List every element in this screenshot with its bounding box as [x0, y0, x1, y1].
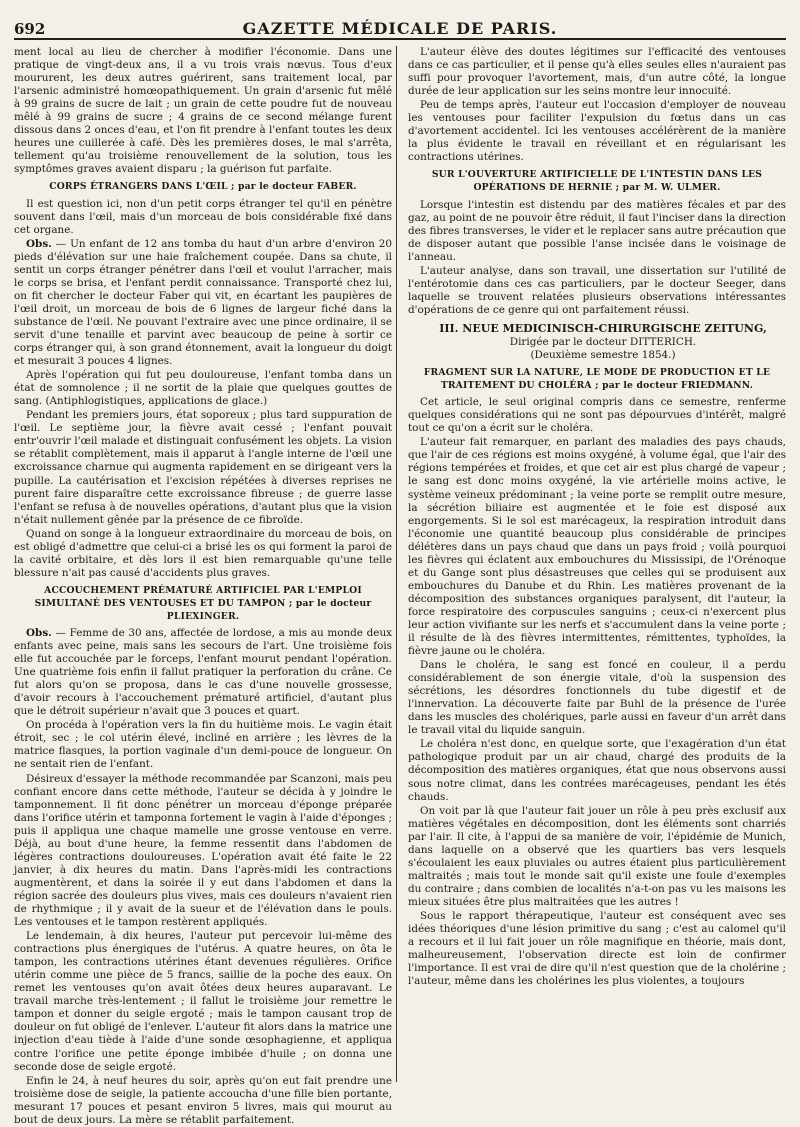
body-paragraph: On procéda à l'opération vers la fin du huitième mois. Le vagin était étroit, sec ; le col utérin élevé, incliné en arrière ; les lèvres de la matrice flasques, la portion vaginale d'un demi-pouce de longueur. On ne sentait rien de l'enfant.	[14, 719, 392, 771]
body-paragraph: Après l'opération qui fut peu douloureuse, l'enfant tomba dans un état de somnolence ; il ne sortit de la plaie que quelques gouttes de sang. (Antiphlogistiques, applications de glace.)	[14, 369, 392, 408]
journal-semester: (Deuxième semestre 1854.)	[530, 349, 676, 362]
body-paragraph: L'auteur élève des doutes légitimes sur l'efficacité des ventouses dans ce cas particulier, et il pense qu'à elles seules elles n'auraient pas suffi pour provoquer l'avortement, mais, d'un autre côté, la longue durée de leur application sur les seins montre leur innocuité.	[408, 46, 786, 98]
body-paragraph: L'auteur analyse, dans son travail, une dissertation sur l'utilité de l'entérotomie dans ces cas particuliers, par le docteur Seeger, dans laquelle se trouvent relatées plusieurs observations intéressantes d'opérations de ce genre qui ont parfaitement réussi.	[408, 264, 786, 316]
observation-paragraph	[14, 627, 392, 718]
body-paragraph: Cet article, le seul original compris dans ce semestre, renferme quelques considérations qui ne sont pas dépourvues d'intérêt, malgré tout ce qu'on a écrit sur le choléra.	[408, 396, 786, 435]
page-number: 692	[14, 20, 46, 38]
observation-paragraph	[14, 238, 392, 368]
running-title: GAZETTE MÉDICALE DE PARIS.	[242, 19, 558, 38]
body-paragraph: Le lendemain, à dix heures, l'auteur put percevoir lui-même des contractions plus énergiques de l'utérus. A quatre heures, on ôta le tampon, les contractions utérines étant devenues régulières. Orifice utérin comme une pièce de 5 francs, saillie de la poche des eaux. On remet les ventouses qu'on avait ôtées deux heures auparavant. Le travail marche très-lentement ; il fallut le troisième jour remettre le tampon et donner du seigle ergoté ; mais le tampon causant trop de douleur on fut obligé de l'enlever. L'auteur fit alors dans la matrice une injection d'eau tiède à l'aide d'une sonde œsophagienne, et appliqua contre l'orifice une petite éponge imbibée d'huile ; on donna une seconde dose de seigle ergoté.	[14, 930, 392, 1073]
observation-text: — Femme de 30 ans, affectée de lordose, a mis au monde deux enfants avec peine, mais sans les secours de l'art. Une troisième fois elle fut accouchée par le forceps, l'enfant mourut pendant l'opération. Une quatrième fois enfin il fallut pratiquer la perforation du crâne. Ce fut alors qu'on se proposa, dans le cas d'une nouvelle grossesse, d'avoir recours à l'accouchement prématuré artificiel, d'autant plus que le détroit supérieur n'avait que 3 pouces et quart.	[14, 627, 392, 718]
right-column	[408, 46, 786, 1082]
journal-editor: Dirigée par le docteur DITTERICH.	[509, 335, 697, 348]
body-paragraph: L'auteur fait remarquer, en parlant des maladies des pays chauds, que l'air de ces régions est moins oxygéné, à volume égal, que l'air des régions tempérées et froides, et que cet air est plus chargé de vapeur ; le sang est donc moins oxygéné, la vie artérielle moins active, le système veineux prédominant ; la veine porte se remplit outre mesure, la sécrétion biliaire est augmentée et le foie est disposé aux engorgements. Si le sol est marécageux, la respiration introduit dans l'économie une quantité beaucoup plus considérable de principes délétères dans un pays chaud que dans un pays froid ; voilà pourquoi les fièvres qui éclatent aux embouchures du Mississipi, de l'Orénoque et du Gange sont plus désastreuses que celles qui se produisent aux embouchures du Danube et du Rhin. Les matières provenant de la décomposition des substances organiques paralysent, dit l'auteur, la force respiratoire des corpuscules sanguins ; ceux-ci n'exercent plus leur action vivifiante sur les nerfs et s'accumulent dans la veine porte ; il résulte de là des fièvres intermittentes, rémittentes, typhoïdes, la fièvre jaune ou le choléra.	[408, 436, 786, 658]
observation-label: Obs.	[26, 237, 52, 250]
observation-text: — Un enfant de 12 ans tomba du haut d'un arbre d'environ 20 pieds d'élévation sur une haie fraîchement coupée. Dans sa chute, il sentit un corps étranger pénétrer dans l'œil et voulut l'arracher, mais le corps se brisa, et l'enfant perdit connaissance. Transporté chez lui, on fit chercher le docteur Faber qui vit, en écartant les paupières de l'œil droit, un morceau de bois de 6 lignes de largeur fiché dans la substance de l'œil. Ne pouvant l'extraire avec une pince ordinaire, il se servit d'une tenaille et parvint avec beaucoup de peine à sortir ce corps étranger qui, à son grand étonnement, avait la longueur du doigt et mesurait 3 pouces 4 lignes.	[14, 237, 392, 368]
page-header	[14, 10, 786, 40]
body-paragraph: Quand on songe à la longueur extraordinaire du morceau de bois, on est obligé d'admettre que celui-ci a brisé les os qui forment la paroi de la cavité orbitaire, et dès lors il est bien remarquable qu'une telle blessure n'ait pas causé d'accidents plus graves.	[14, 527, 392, 579]
observation-label: Obs.	[26, 627, 52, 640]
body-paragraph: Le choléra n'est donc, en quelque sorte, que l'exagération d'un état pathologique produit par un air chaud, chargé des produits de la décomposition des matières organiques, état que nous observons aussi sous notre climat, dans les contrées marécageuses, pendant les étés chauds.	[408, 738, 786, 803]
body-paragraph: On voit par là que l'auteur fait jouer un rôle à peu près exclusif aux matières végétales en décomposition, dont les éléments sont charriés par l'air. Il cite, à l'appui de sa manière de voir, l'épidémie de Munich, dans laquelle on a observé que les quartiers bas vers lesquels s'écoulaient les eaux pluviales ou autres étaient plus particulièrement maltraités ; mais tout le monde sait qu'il existe une foule d'exemples du contraire ; dans combien de localités n'a-t-on pas vu les maisons les mieux situées être plus maltraitées que les autres !	[408, 804, 786, 908]
article-heading: ACCOUCHEMENT PRÉMATURÉ ARTIFICIEL PAR L'EMPLOI SIMULTANÉ DES VENTOUSES ET DU TAMPON ; par le docteur PLIEXINGER.	[34, 584, 372, 622]
article-heading: FRAGMENT SUR LA NATURE, LE MODE DE PRODUCTION ET LE TRAITEMENT DU CHOLÉRA ; par le docteur FRIEDMANN.	[423, 367, 771, 392]
body-paragraph: Sous le rapport thérapeutique, l'auteur est conséquent avec ses idées théoriques d'une lésion primitive du sang ; c'est au calomel qu'il a recours et il lui fait jouer un rôle magnifique en théorie, mais dont, malheureusement, l'observation directe est loin de confirmer l'importance. Il est vrai de dire qu'il n'est question que de la cholérine ; l'auteur, même dans les cholérines les plus violentes, a toujours	[408, 910, 786, 988]
body-paragraph: Enfin le 24, à neuf heures du soir, après qu'on eut fait prendre une troisième dose de seigle, la patiente accoucha d'une fille bien portante, mesurant 17 pouces et pesant environ 5 livres, mais qui mourut au bout de deux jours. La mère se rétablit parfaitement.	[14, 1074, 392, 1126]
body-paragraph: Désireux d'essayer la méthode recommandée par Scanzoni, mais peu confiant encore dans cette méthode, l'auteur se décida à y joindre le tamponnement. Il fit donc pénétrer un morceau d'éponge préparée dans l'orifice utérin et tamponna fortement le vagin à l'aide d'éponges ; puis il appliqua une chaque mamelle une grosse ventouse en verre. Déjà, au bout d'une heure, la femme ressentit dans l'abdomen de légères contractions douloureuses. L'opération avait été faite le 22 janvier, à dix heures du matin. Dans l'après-midi les contractions augmentèrent, et dans la soirée il y eut dans l'abdomen et dans la région sacrée des douleurs plus vives, mais ces douleurs n'avaient rien de rhythmique ; il y avait de la sueur et de l'élévation dans le pouls. Les ventouses et le tampon restèrent appliqués.	[14, 772, 392, 929]
article-heading: CORPS ÉTRANGERS DANS L'ŒIL ; par le docteur FABER.	[49, 181, 357, 193]
article-heading: SUR L'OUVERTURE ARTIFICIELLE DE L'INTESTIN DANS LES OPÉRATIONS DE HERNIE ; par M. W. ULMER.	[431, 169, 763, 194]
body-paragraph: Lorsque l'intestin est distendu par des matières fécales et par des gaz, au point de ne pouvoir être réduit, il faut l'inciser dans la direction des fibres transverses, le vider et le replacer sans autre précaution que de disposer autant que possible l'anse incisée dans le voisinage de l'anneau.	[408, 198, 786, 263]
body-paragraph: Il est question ici, non d'un petit corps étranger tel qu'il en pénètre souvent dans l'œil, mais d'un morceau de bois considérable fixé dans cet organe.	[14, 197, 392, 236]
body-paragraph: ment local au lieu de chercher à modifier l'économie. Dans une pratique de vingt-deux ans, il a vu trois vrais nœvus. Tous d'eux moururent, les deux autres guérirent, sans traitement local, par l'arsenic administré homœopathiquement. Un grain d'arsenic fut mêlé à 99 grains de sucre de lait ; un grain de cette poudre fut de nouveau mêlé à 99 grains de sucre ; 4 grains de ce second mélange furent dissous dans 2 onces d'eau, et l'on fit prendre à l'enfant toutes les deux heures une cuillerée à café. Dès les premières doses, le mal s'arrêta, tellement qu'au troisième renouvellement de la solution, tous les symptômes graves avaient disparu ; la guérison fut parfaite.	[14, 46, 392, 176]
left-column	[14, 46, 392, 1126]
body-paragraph: Dans le choléra, le sang est foncé en couleur, il a perdu considérablement de son énergie vitale, d'où la suspension des sécrétions, les désordres fonctionnels du tube digestif et de l'innervation. La découverte faite par Buhl de la présence de l'urée dans les muscles des cholériques, parle aussi en faveur d'un arrêt dans le travail vital du liquide sanguin.	[408, 659, 786, 737]
journal-heading: III. NEUE MEDICINISCH-CHIRURGISCHE ZEITUNG,	[439, 321, 767, 335]
body-paragraph: Pendant les premiers jours, état soporeux ; plus tard suppuration de l'œil. Le septième jour, la fièvre avait cessé ; l'enfant pouvait entr'ouvrir l'œil malade et distinguait confusément les objets. La vision se rétablit complètement, mais il apparut à l'angle interne de l'œil une excroissance charnue qui augmenta rapidement en se dirigeant vers la pupille. La cautérisation et l'excision répétées à diverses reprises ne purent faire disparaître cette excroissance fibreuse ; de guerre lasse l'enfant se refusa à de nouvelles opérations, d'autant plus que la vision n'était nullement gênée par la présence de ce fibroïde.	[14, 409, 392, 526]
column-divider	[396, 46, 397, 1082]
body-paragraph: Peu de temps après, l'auteur eut l'occasion d'employer de nouveau les ventouses pour faciliter l'expulsion du fœtus dans un cas d'avortement accidentel. Ici les ventouses accélérèrent de la manière la plus évidente le travail en réveillant et en régularisant les contractions utérines.	[408, 99, 786, 164]
